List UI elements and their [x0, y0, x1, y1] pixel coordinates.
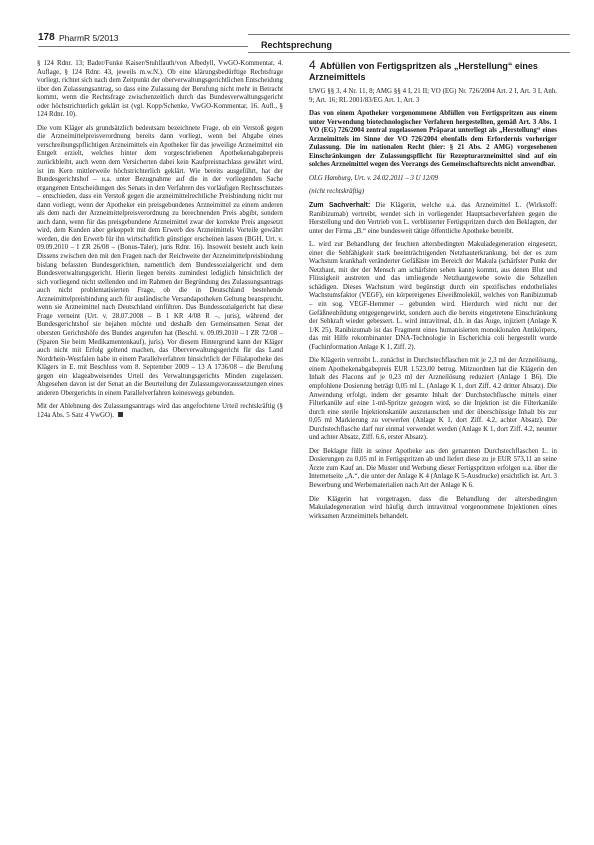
page-header: [38, 30, 570, 56]
headnote: Das von einem Apotheker vorgenommene Abfüllen von Fertigspritzen aus einem unter Verwendung biotechnologischer Verfahren hergestellten, gemäß Art. 3 Abs. 1 VO (EG) 726/2004 zentral zugelassenen Präparat unterliegt als „Herstellung“ eines Arzneimittels im Sinne der VO 726/2004 ebenfalls dem Erfordernis vorheriger Zulassung. Die im nationalen Recht (hier: § 21 Abs. 2 AMG) vorgesehenen Einschränkungen der Zulassungspflicht für Rezepturarzneimittel sind auf ein solches Arzneimittel wegen des Vorrangs des Gemeinschaftsrechts nicht anwendbar.: [309, 110, 557, 169]
facts-paragraph-2: L. wird zur Behandlung der feuchten altersbedingten Makuladegeneration eingesetzt, einer die Sehfähigkeit stark beeinträchtigenden Netzhauterkrankung, bei der es zum Wachstum krankhaft veränderter Gefäßäste im Bereich der Makula (schärfster Punkt der Netzhaut, mit der der Mensch am schärfsten sehen kann) kommt, aus denen Blut und Flüssigkeit austreten und das umliegende Netzhautgewebe sowie die Sehzellen schädigen. Dieses Wachstum wird begünstigt durch ein spezifisches endotheliales Wachstumsfaktor (VEGF), ein körpereigenes Eiweißmolekül, welches von Ranibizumab – ein sog. VEGF-Hemmer – gebunden wird. Hierdurch wird nicht nur der Gefäßneubildung entgegengewirkt, sondern auch die bereits eingetretene Einschränkung der Sehkraft wieder gebessert. L. wird intravitreal, d.h. in das Auge, injiziert (Anlage K 1/K 25). Ranibizumab ist das Fragment eines humanisierten monoklonalen Antikörpers, das mit Hilfe rekombinanter DNA-Technologie in Escherichia coli hergestellt wurde (Fachinformation Anlage K 1, Ziff. 2).: [309, 241, 557, 351]
header-rule-left: [38, 46, 248, 47]
cited-norms: UWG §§ 3, 4 Nr. 11, 8; AMG §§ 4 I, 21 II; VO (EG) Nr. 726/2004 Art. 2 I, Art. 3 I, Anh. 9; Art. 16; RL 2001/83/EG Art. 1, Art. 3: [309, 88, 557, 104]
court-status-note: (nicht rechtskräftig): [309, 188, 365, 196]
case-heading: [309, 60, 557, 82]
facts-label: Zum Sachverhalt:: [309, 202, 371, 210]
section-title: Rechtsprechung: [261, 40, 333, 50]
facts-text-1: Die Klägerin, welche u.a. das Arzneimittel L. (Wirkstoff: Ranibizumab) vertreibt, wendet sich in vorliegender Hauptsacheverfahren gegen die Herstellung und den Vertrieb von L. verblisterter Fertigspritzen durch den Beklagten, der unter der Firma „B.“ eine bundesweit tätige öffentliche Apotheke betreibt.: [309, 202, 557, 235]
case-number: 4: [309, 58, 316, 72]
case-title: Abfüllen von Fertigspritzen als „Herstellung“ eines Arzneimittels: [309, 61, 538, 82]
facts-paragraph-1: [309, 202, 557, 236]
facts-paragraph-5: Die Klägerin hat vorgetragen, dass die Behandlung der altersbedingten Makuladegeneration wird häufig durch intravitreal vorgenommene Injektionen eines wirksamen Arzneimittels behandelt.: [309, 495, 557, 520]
header-rule-top: [248, 34, 570, 35]
left-paragraph-1: § 124 Rdnr. 13; Bader/Funke Kaiser/Stuhlfauth/von Albedyll, VwGO-Kommentar, 4. Auflage, § 124 Rdnr. 43, jeweils m.w.N.). Ob eine klärungsbedürftige Rechtsfrage vorliegt, richtet sich nach dem Zeitpunkt der oberverwaltungsgerichtlichen Entscheidung über den Zulassungsantrag, so dass eine Zulassung der Berufung nicht mehr in Betracht kommt, wenn die Rechtsfrage zwischenzeitlich durch das Bundesverwaltungsgericht oder höchstrichterlich geklärt ist (vgl. Kopp/Schenke, VwGO-Kommentar, 16. Aufl., § 124 Rdnr. 10).: [37, 60, 283, 119]
left-column: [37, 60, 283, 425]
left-paragraph-2: Die vom Kläger als grundsätzlich bedeutsam bezeichnete Frage, ob ein Verstoß gegen die Arzneimittelpreisverordnung bereits dann vorliegt, wenn bei Abgabe eines verschreibungspflichtigen Arzneimittels ein Apotheker für das jeweilige Arzneimittel ein Entgelt erzielt, welches hinter dem vorgeschriebenen Apothekenabgabepreis zurückbleibt, auch wenn dem Versicherten dabei kein Kaufpreisnachlass gewährt wird, ist im Kern mittlerweile höchstrichterlich geklärt. Wie bereits ausgeführt, hat der Bundesgerichtshof – u.a. unter Bezugnahme auf die in der vorliegenden Sache ergangenen Entscheidungen des Senats in den Verfahren des vorläufigen Rechtsschutzes – entschieden, dass ein Verstoß gegen die arzneimittelrechtliche Preisbindung nicht nur dann vorliegt, wenn der Apotheker ein preisgebundenes Arzneimittel zu einem anderen als dem nach der Arzneimittelpreisverordnung zu berechnenden Preis abgibt, sondern auch dann, wenn für das preisgebundene Arzneimittel zwar der korrekte Preis angesetzt wird, dem Kunden aber gekoppelt mit dem Erwerb des Arzneimittels Vorteile gewährt werden, die den Erwerb für ihn wirtschaftlich günstiger erscheinen lassen (BGH, Urt. v. 09.09.2010 – I ZR 26/08 – (Bonus-Taler), juris Rdnr. 16). Insoweit besteht auch kein Dissens zwischen den mit den Fragen nach der Reichweite der Arzneimittelpreisbindung bislang befassten Bundesgerichten, namentlich dem Bundessozialgericht und dem Bundesverwaltungsgericht. Hierin liegen bereits zumindest lediglich hinsichtlich der sich vorliegend nicht stellenden und im Rahmen der Begründung des Zulassungsantrags auch nicht problematisierten Frage, ob die in Deutschland bestehende Arzneimittelpreisbindung auch für ausländische Versandapotheken Geltung beansprucht, wenn sie Arzneimittel nach Deutschland einführen. Das Bundessozialgericht hat diese Frage verneint (Urt. v. 28.07.2008 – B 1 KR 4/08 R –, juris), während der Bundesgerichtshof sie bejahen möchte und deshalb den Gemeinsamen Senat der obersten Gerichtshöfe des Bundes angerufen hat (Beschl. v. 09.09.2010 – I ZR 72/08 – (Sparen Sie beim Medikamentenkauf), juris). Vor diesem Hintergrund kann der Kläger auch nicht mit Erfolg geltend machen, das Oberverwaltungsgericht für das Land Nordrhein-Westfalen habe in einem Parallelverfahren hinsichtlich der Filialapotheke des Klägers in E. mit Beschluss vom 8. September 2009 – 13 A 1736/08 – die Berufung gegen ein klageabweisendes Urteil des Verwaltungsgerichts Minden zugelassen. Abgesehen davon ist der Senat an die Beurteilung der Zulassungsvoraussetzungen eines anderen Obergerichts in einem Parallelverfahren keineswegs gebunden.: [37, 124, 283, 397]
court-citation: OLG Hamburg, Urt. v. 24.02.2011 – 3 U 12/09: [309, 174, 439, 182]
journal-citation: PharmR 5/2013: [59, 33, 119, 43]
header-rule-bottom: [248, 52, 570, 53]
page-number: 178: [38, 32, 55, 43]
left-paragraph-3: Mit der Ablehnung des Zulassungsantrags wird das angefochtene Urteil rechtskräftig (§ 124a Abs. 5 Satz 4 VwGO).: [37, 403, 283, 419]
facts-paragraph-3: Die Klägerin vertreibt L. zunächst in Durchstechflaschen mit je 2,3 ml der Arzneilösung, einem Apothekenabgabepreis EUR 1.523,00 betrug. Mitzuordnen hat die Klägerin den Inhalt des Flacons auf je 0,23 ml der Arzneilösung reduziert (Anlage 1 B6). Die empfohlene Dosierung beträgt 0,05 ml L. (Anlage K 1, dort Ziff. 4.2 dritter Absatz). Die Anwendung erfolgt, indem der gesamte Inhalt der Durchstechflasche mittels einer Filterkanüle auf eine 1-ml-Spritze gezogen wird, so die Injektion ist die Filterkanüle durch eine sterile Injektionskanüle auszutauschen und der überschüssige Inhalt bis zur 0,05 ml Markierung zu verwerfen (Anlage K 1, dort Ziff. 4.2, achter Absatz). Die Durchstechflasche darf nur einmal verwendet werden (Anlage K 1, dort Ziff. 4.2, neunter und achter Absatz, Ziff. 6.6, erster Absatz).: [309, 357, 557, 442]
right-column: [309, 60, 557, 526]
facts-paragraph-4: Der Beklagte füllt in seiner Apotheke aus den genannten Durchstechflaschen L. in Dosierungen zu 0,05 ml in Fertigspritzen ab und liefert diese zu je EUR 573,11 an seine Ärzte zum Kauf an. Die Muster und Werbung dieser Fertigspritzen erfolgen u.a. über die Internetseite „A.“, die unter der Anlage K 4 (Anlage K 5-Ausdrucke) ersichtlich ist. Art. 3 Bewerbung und Werbematerialien nach Art der Anlage K 6.: [309, 447, 557, 489]
